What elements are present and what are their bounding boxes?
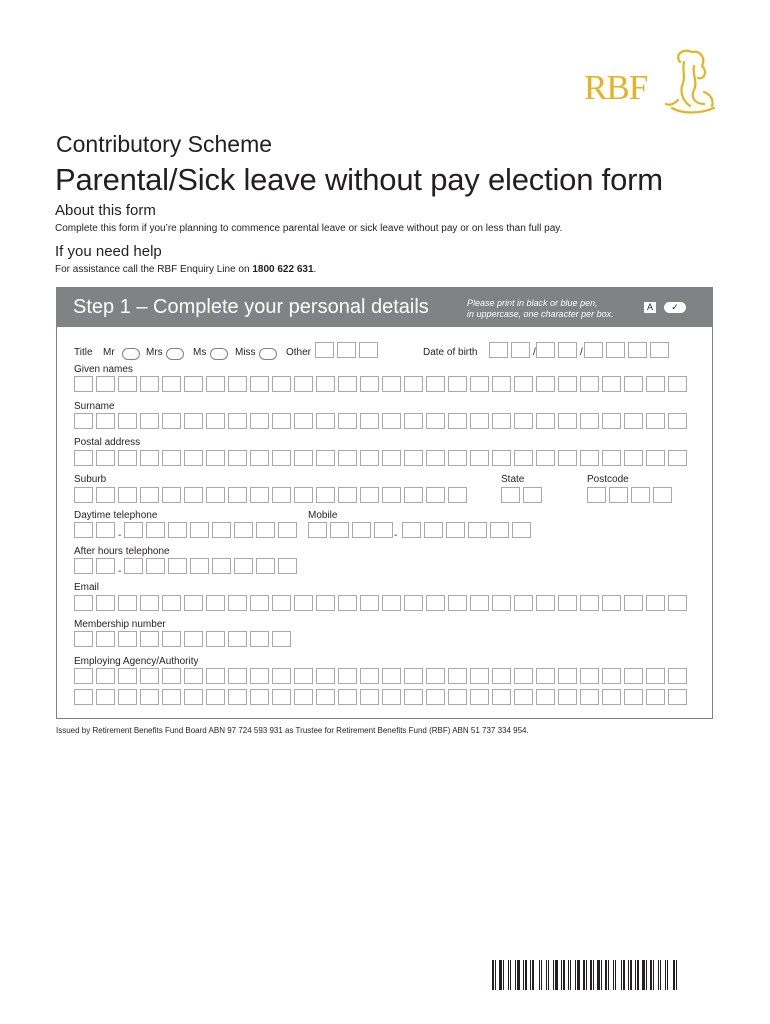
barcode-bar [628, 960, 629, 990]
barcode-bar [637, 960, 639, 990]
employing-agency-label: Employing Agency/Authority [74, 656, 199, 667]
barcode-bar [673, 960, 675, 990]
barcode-bar [577, 960, 580, 990]
dob-year-boxes[interactable] [584, 342, 669, 358]
phone-separator: - [118, 530, 122, 541]
daytime-telephone-label: Daytime telephone [74, 510, 158, 521]
barcode-bar [505, 960, 507, 990]
barcode-bar [553, 960, 554, 990]
title-other-boxes[interactable] [315, 342, 378, 358]
email-boxes[interactable] [74, 595, 687, 611]
title-option-miss-radio[interactable] [259, 348, 277, 360]
sample-letter-box: A [644, 302, 656, 313]
barcode-bar [510, 960, 511, 990]
barcode-bar [603, 960, 604, 990]
dob-separator: / [533, 347, 536, 358]
postcode-boxes[interactable] [587, 487, 672, 503]
help-text: For assistance call the RBF Enquiry Line on 1800 622 631. [55, 264, 317, 275]
enquiry-phone: 1800 622 631 [252, 264, 314, 275]
barcode-bar [635, 960, 636, 990]
barcode-bar [642, 960, 645, 990]
barcode-bar [623, 960, 625, 990]
barcode-bar [503, 960, 504, 990]
barcode-bar [617, 960, 620, 990]
barcode-bar [597, 960, 600, 990]
step1-instructions: Please print in black or blue pen, in uppercase, one character per box. [467, 298, 614, 319]
given-names-label: Given names [74, 364, 133, 375]
barcode-bar [630, 960, 632, 990]
title-option-ms-label: Ms [193, 347, 207, 358]
after-hours-telephone-label: After hours telephone [74, 546, 170, 557]
issuer-footer: Issued by Retirement Benefits Fund Board ABN 97 724 593 931 as Trustee for Retirement Benefits Fund (RBF) ABN 51 737 334 954. [56, 726, 529, 735]
barcode-bar [568, 960, 569, 990]
state-boxes[interactable] [501, 487, 542, 503]
barcode-bar [570, 960, 571, 990]
barcode-bar [523, 960, 524, 990]
barcode-bar [521, 960, 522, 990]
page-title: Parental/Sick leave without pay election form [55, 162, 663, 197]
barcode-bar [563, 960, 565, 990]
email-label: Email [74, 582, 100, 593]
barcode-bar [626, 960, 627, 990]
barcode-bar [605, 960, 607, 990]
barcode-bar [658, 960, 659, 990]
title-option-miss-label: Miss [235, 347, 256, 358]
given-names-boxes[interactable] [74, 376, 687, 392]
barcode-bar [646, 960, 647, 990]
barcode-bar [532, 960, 534, 990]
surname-label: Surname [74, 401, 115, 412]
sample-tick-icon: ✓ [664, 302, 686, 313]
step1-title: Step 1 – Complete your personal details [73, 296, 429, 318]
barcode-bar [601, 960, 602, 990]
postal-address-boxes[interactable] [74, 450, 687, 466]
mobile-number-boxes[interactable] [402, 522, 531, 538]
barcode-bar [662, 960, 664, 990]
barcode-bar [550, 960, 552, 990]
postcode-label: Postcode [587, 474, 629, 485]
dob-month-boxes[interactable] [536, 342, 577, 358]
barcode-bar [650, 960, 652, 990]
barcode-bar [559, 960, 560, 990]
barcode-bar [667, 960, 668, 990]
barcode-bar [593, 960, 594, 990]
barcode-bar [497, 960, 498, 990]
barcode-bar [543, 960, 545, 990]
barcode-bar [572, 960, 574, 990]
barcode-bar [633, 960, 634, 990]
barcode-bar [586, 960, 587, 990]
barcode-bar [535, 960, 538, 990]
barcode-bar [548, 960, 549, 990]
mobile-label: Mobile [308, 510, 338, 521]
title-option-mrs-radio[interactable] [166, 348, 184, 360]
dob-label: Date of birth [423, 347, 478, 358]
barcode-bar [590, 960, 592, 990]
daytime-telephone-boxes[interactable] [124, 522, 297, 538]
membership-number-boxes[interactable] [74, 631, 291, 647]
dob-day-boxes[interactable] [489, 342, 530, 358]
barcode-bar [515, 960, 516, 990]
lion-icon [660, 48, 718, 123]
barcode-bar [530, 960, 531, 990]
barcode-bar [566, 960, 567, 990]
barcode-bar [613, 960, 614, 990]
barcode-bar [525, 960, 527, 990]
barcode-bar [583, 960, 585, 990]
barcode-bar [499, 960, 502, 990]
barcode-bar [528, 960, 529, 990]
barcode-bar [665, 960, 666, 990]
about-heading: About this form [55, 202, 156, 219]
barcode-bar [588, 960, 589, 990]
employing-agency-boxes-row1[interactable] [74, 668, 687, 684]
barcode-bar [555, 960, 558, 990]
barcode-bar [660, 960, 661, 990]
barcode-bar [676, 960, 677, 990]
title-option-mrs-label: Mrs [146, 347, 163, 358]
barcode-bar [581, 960, 582, 990]
barcode-bar [575, 960, 576, 990]
mobile-separator: - [394, 530, 398, 541]
title-other-label: Other [286, 347, 312, 358]
suburb-boxes[interactable] [74, 487, 467, 503]
mobile-prefix-boxes[interactable] [308, 522, 393, 538]
membership-number-label: Membership number [74, 619, 166, 630]
barcode-bar [492, 960, 494, 990]
barcode-bar [640, 960, 641, 990]
daytime-area-code-boxes[interactable] [74, 522, 115, 538]
title-label: Title [74, 347, 93, 358]
barcode-bar [517, 960, 520, 990]
suburb-label: Suburb [74, 474, 107, 485]
after-hours-area-code-boxes[interactable] [74, 558, 115, 574]
postal-address-label: Postal address [74, 437, 141, 448]
barcode-bar [508, 960, 509, 990]
after-hours-telephone-boxes[interactable] [124, 558, 297, 574]
employing-agency-boxes-row2[interactable] [74, 689, 687, 705]
barcode-bar [621, 960, 622, 990]
barcode-bar [595, 960, 596, 990]
rbf-logo-text: RBF [584, 68, 648, 107]
barcode-icon [492, 960, 678, 990]
barcode-bar [669, 960, 672, 990]
barcode-bar [610, 960, 612, 990]
barcode-bar [615, 960, 616, 990]
phone-separator: - [118, 566, 122, 577]
barcode-bar [655, 960, 657, 990]
barcode-bar [608, 960, 609, 990]
barcode-bar [648, 960, 649, 990]
title-option-ms-radio[interactable] [210, 348, 228, 360]
about-text: Complete this form if you’re planning to commence parental leave or sick leave without pay or on less than full pay. [55, 223, 563, 234]
scheme-title: Contributory Scheme [56, 131, 273, 157]
barcode-bar [546, 960, 547, 990]
barcode-bar [561, 960, 562, 990]
barcode-bar [495, 960, 496, 990]
state-label: State [501, 474, 525, 485]
barcode-bar [653, 960, 654, 990]
title-option-mr-label: Mr [103, 347, 115, 358]
dob-separator: / [580, 347, 583, 358]
barcode-bar [539, 960, 540, 990]
barcode-bar [541, 960, 542, 990]
title-option-mr-radio[interactable] [122, 348, 140, 360]
barcode-bar [512, 960, 514, 990]
surname-boxes[interactable] [74, 413, 687, 429]
help-heading: If you need help [55, 243, 162, 260]
